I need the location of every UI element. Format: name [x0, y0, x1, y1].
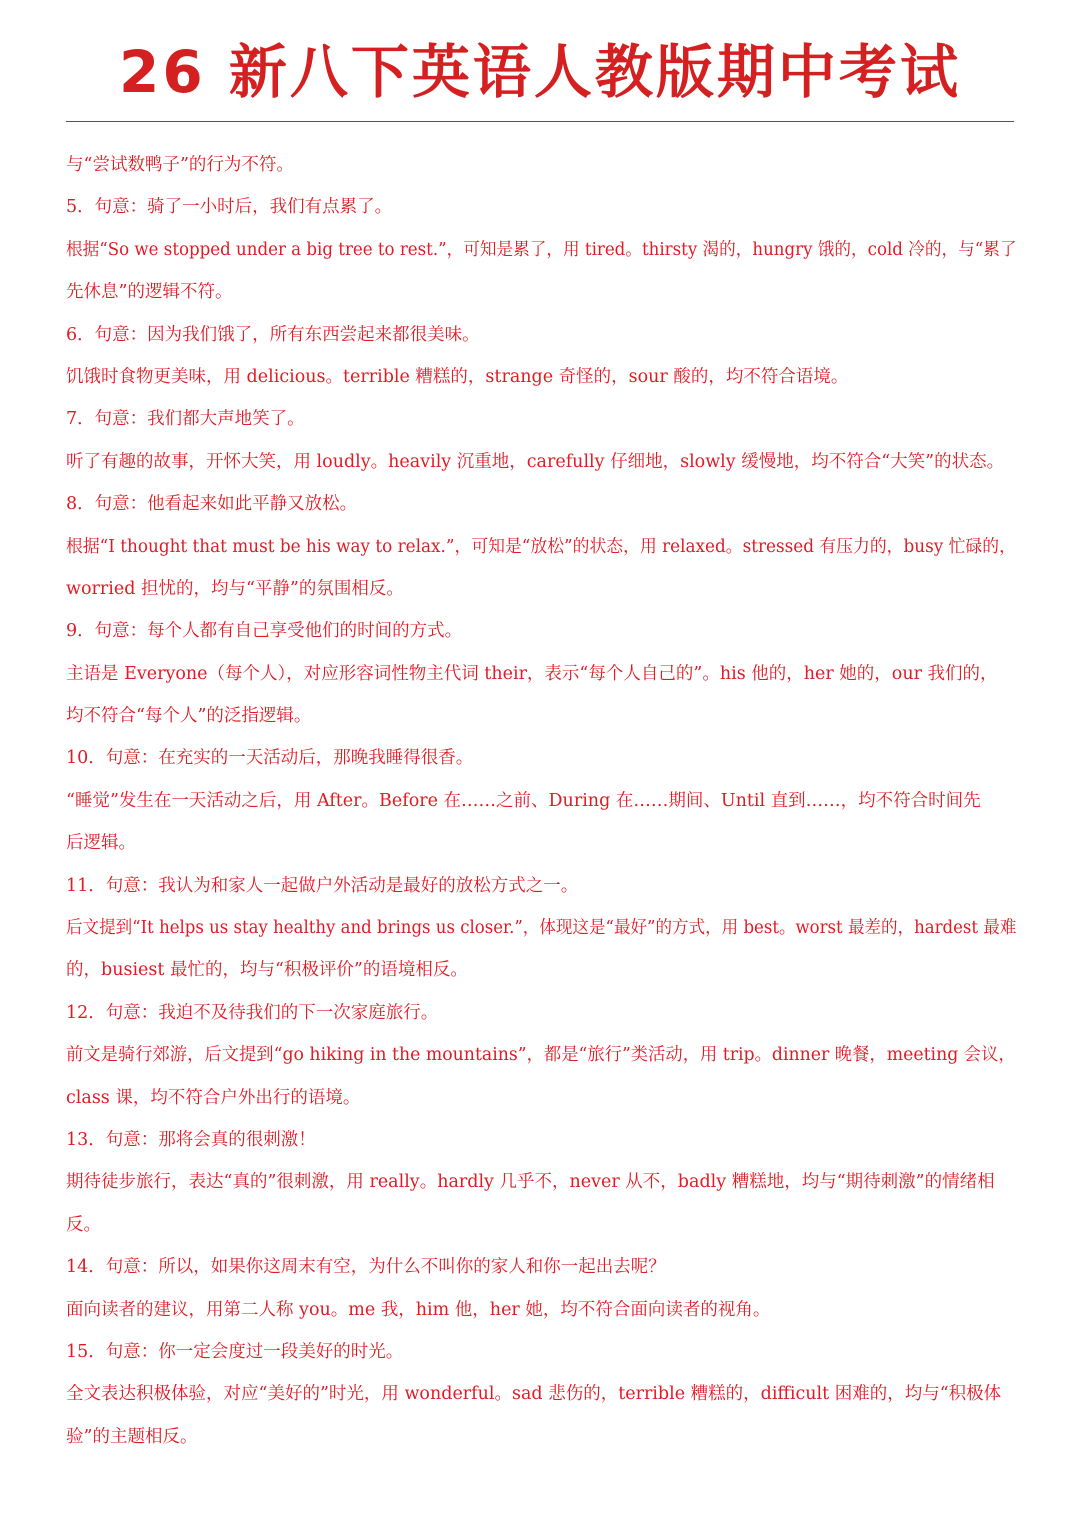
text-line: 9．句意：每个人都有自己享受他们的时间的方式。 — [66, 621, 463, 642]
text-line: 反。 — [66, 1214, 101, 1235]
page-title: 26 新八下英语人教版期中考试 — [119, 38, 961, 106]
text-line: “睡觉”发生在一天活动之后，用 After。Before 在……之前、During 在……期间、Until 直到……，均不符合时间先 — [66, 790, 981, 811]
text-line: 12．句意：我迫不及待我们的下一次家庭旅行。 — [66, 1002, 439, 1023]
text-line: 全文表达积极体验，对应“美好的”时光，用 wonderful。sad 悲伤的，terrible 糟糕的，difficult 困难的，均与“积极体 — [66, 1384, 1002, 1405]
text-line: 后逻辑。 — [66, 833, 136, 854]
text-line: 根据“I thought that must be his way to relax.”，可知是“放松”的状态，用 relaxed。stressed 有压力的，busy 忙碌的， — [66, 536, 1016, 557]
text-line: 均不符合“每个人”的泛指逻辑。 — [66, 706, 312, 727]
text-line: 主语是 Everyone（每个人），对应形容词性物主代词 their，表示“每个人自己的”。his 他的，her 她的，our 我们的， — [66, 663, 998, 684]
text-line: 根据“So we stopped under a big tree to rest.”，可知是累了，用 tired。thirsty 渴的，hungry 饿的，cold 冷的，与“累了 — [66, 239, 1017, 260]
text-line: 面向读者的建议，用第二人称 you。me 我，him 他，her 她，均不符合面向读者的视角。 — [66, 1299, 771, 1320]
title-divider — [66, 121, 1014, 122]
text-line: 13．句意：那将会真的很刺激！ — [66, 1129, 316, 1150]
text-line: worried 担忧的，均与“平静”的氛围相反。 — [66, 578, 404, 599]
text-line: 14．句意：所以，如果你这周末有空，为什么不叫你的家人和你一起出去呢？ — [66, 1257, 666, 1278]
text-line: 前文是骑行郊游，后文提到“go hiking in the mountains”，都是“旅行”类活动，用 trip。dinner 晚餐，meeting 会议， — [66, 1045, 1016, 1066]
text-line: 期待徒步旅行，表达“真的”很刺激，用 really。hardly 几乎不，never 从不，badly 糟糕地，均与“期待刺激”的情绪相 — [66, 1172, 995, 1193]
text-line: 听了有趣的故事，开怀大笑，用 loudly。heavily 沉重地，carefully 仔细地，slowly 缓慢地，均不符合“大笑”的状态。 — [66, 451, 1005, 472]
text-line: 先休息”的逻辑不符。 — [66, 282, 233, 303]
text-line: 7．句意：我们都大声地笑了。 — [66, 409, 305, 430]
text-line: 11．句意：我认为和家人一起做户外活动是最好的放松方式之一。 — [66, 875, 579, 896]
text-line: 10．句意：在充实的一天活动后，那晚我睡得很香。 — [66, 748, 474, 769]
text-line: 6．句意：因为我们饿了，所有东西尝起来都很美味。 — [66, 324, 480, 345]
text-line: 5．句意：骑了一小时后，我们有点累了。 — [66, 197, 393, 218]
text-line: 后文提到“It helps us stay healthy and brings us closer.”，体现这是“最好”的方式，用 best。worst 最差的，hardest 最难 — [66, 918, 1017, 939]
text-line: 15．句意：你一定会度过一段美好的时光。 — [66, 1341, 404, 1362]
text-line: 的，busiest 最忙的，均与“积极评价”的语境相反。 — [66, 960, 468, 981]
text-line: class 课，均不符合户外出行的语境。 — [66, 1087, 361, 1108]
text-line: 验”的主题相反。 — [66, 1426, 198, 1447]
text-line: 与“尝试数鸭子”的行为不符。 — [66, 155, 294, 175]
text-line: 饥饿时食物更美味，用 delicious。terrible 糟糕的，strange 奇怪的，sour 酸的，均不符合语境。 — [66, 366, 849, 387]
answer-explanations — [66, 144, 1016, 1458]
text-line: 8．句意：他看起来如此平静又放松。 — [66, 494, 358, 515]
